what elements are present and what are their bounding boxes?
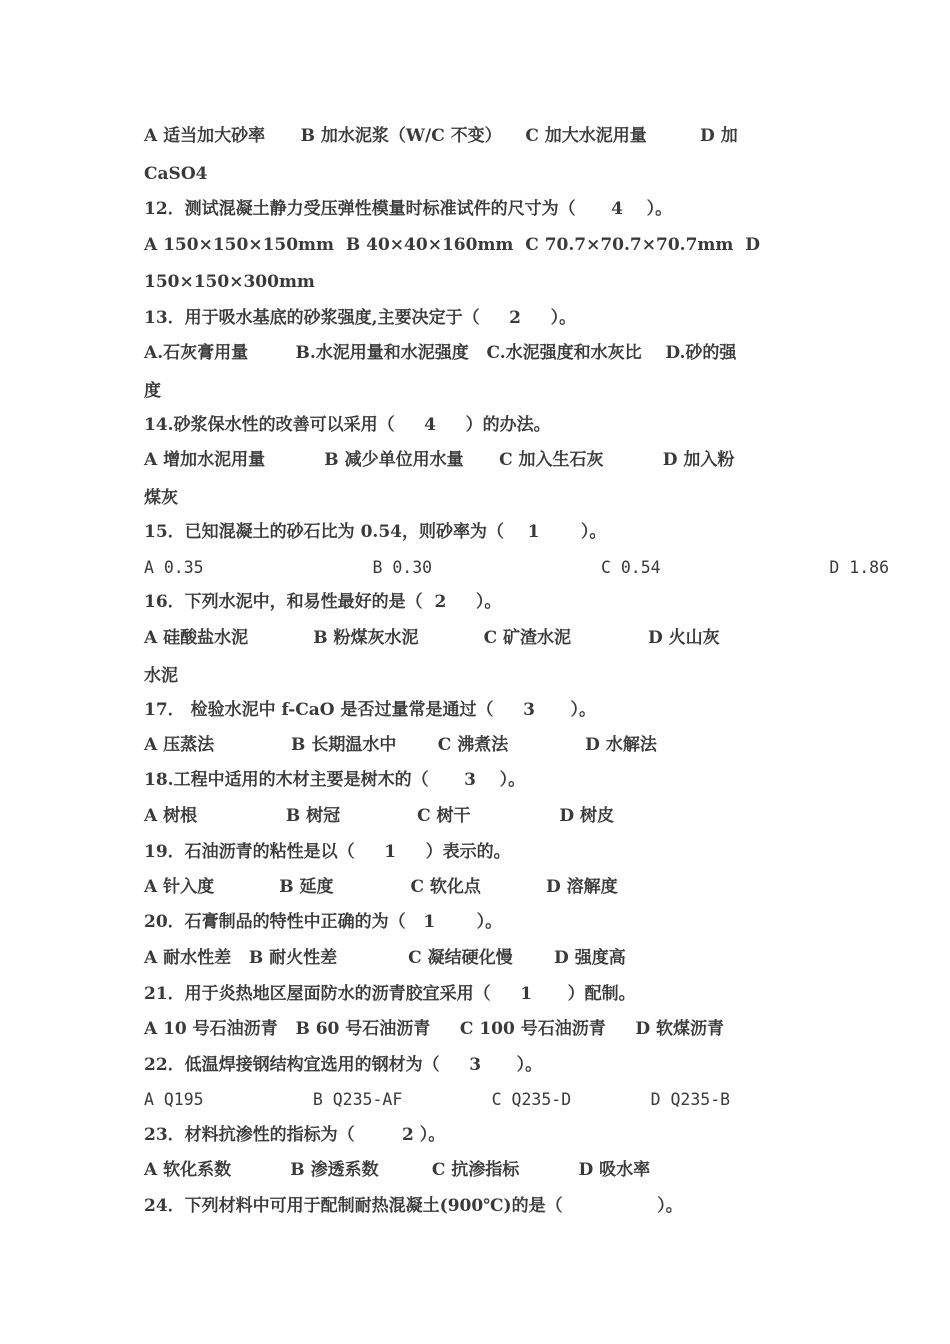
q11-options-line-1: A 适当加大砂率 B 加水泥浆（W/C 不变） C 加大水泥用量 D 加 bbox=[144, 126, 738, 146]
q13-question: 13．用于吸水基底的砂浆强度,主要决定于（ 2 ）。 bbox=[144, 308, 577, 328]
q20-question: 20．石膏制品的特性中正确的为（ 1 ）。 bbox=[144, 912, 503, 932]
q16-question: 16．下列水泥中，和易性最好的是（ 2 ）。 bbox=[144, 592, 502, 612]
q23-question: 23．材料抗渗性的指标为（ 2 ）。 bbox=[144, 1125, 446, 1145]
q13-options-line-2: 度 bbox=[144, 381, 161, 401]
q24-question: 24．下列材料中可用于配制耐热混凝土(900℃)的是（ ）。 bbox=[144, 1196, 683, 1216]
q14-question: 14.砂浆保水性的改善可以采用（ 4 ）的办法。 bbox=[144, 415, 551, 435]
q21-options: A 10 号石油沥青 B 60 号石油沥青 C 100 号石油沥青 D 软煤沥青 bbox=[144, 1019, 724, 1039]
q19-question: 19．石油沥青的粘性是以（ 1 ）表示的。 bbox=[144, 842, 511, 862]
q17-options: A 压蒸法 B 长期温水中 C 沸煮法 D 水解法 bbox=[144, 735, 657, 755]
q12-options-line-1: A 150×150×150mm B 40×40×160mm C 70.7×70.7×70.7mm D bbox=[144, 235, 760, 255]
q21-question: 21．用于炎热地区屋面防水的沥青胶宜采用（ 1 ）配制。 bbox=[144, 984, 636, 1004]
q23-options: A 软化系数 B 渗透系数 C 抗渗指标 D 吸水率 bbox=[144, 1160, 651, 1180]
q12-question: 12．测试混凝土静力受压弹性模量时标准试件的尺寸为（ 4 ）。 bbox=[144, 199, 673, 219]
q22-options: A Q195 B Q235-AF C Q235-D D Q235-B bbox=[144, 1090, 731, 1109]
q15-options: A 0.35 B 0.30 C 0.54 D 1.86 bbox=[144, 558, 890, 577]
q16-options-line-2: 水泥 bbox=[144, 666, 178, 686]
q15-question: 15．已知混凝土的砂石比为 0.54，则砂率为（ 1 ）。 bbox=[144, 522, 607, 542]
q14-options-line-1: A 增加水泥用量 B 减少单位用水量 C 加入生石灰 D 加入粉 bbox=[144, 450, 735, 470]
q17-question: 17． 检验水泥中 f-CaO 是否过量常是通过（ 3 ）。 bbox=[144, 700, 596, 720]
q19-options: A 针入度 B 延度 C 软化点 D 溶解度 bbox=[144, 877, 618, 897]
q18-options: A 树根 B 树冠 C 树干 D 树皮 bbox=[144, 806, 614, 826]
q18-question: 18.工程中适用的木材主要是树木的（ 3 ）。 bbox=[144, 770, 526, 790]
q14-options-line-2: 煤灰 bbox=[144, 488, 178, 508]
q13-options-line-1: A.石灰膏用量 B.水泥用量和水泥强度 C.水泥强度和水灰比 D.砂的强 bbox=[144, 343, 737, 363]
q16-options-line-1: A 硅酸盐水泥 B 粉煤灰水泥 C 矿渣水泥 D 火山灰 bbox=[144, 628, 720, 648]
q22-question: 22．低温焊接钢结构宜选用的钢材为（ 3 ）。 bbox=[144, 1055, 543, 1075]
q12-options-line-2: 150×150×300mm bbox=[144, 272, 315, 292]
q20-options: A 耐水性差 B 耐火性差 C 凝结硬化慢 D 强度高 bbox=[144, 948, 626, 968]
q11-options-line-2: CaSO4 bbox=[144, 164, 208, 184]
